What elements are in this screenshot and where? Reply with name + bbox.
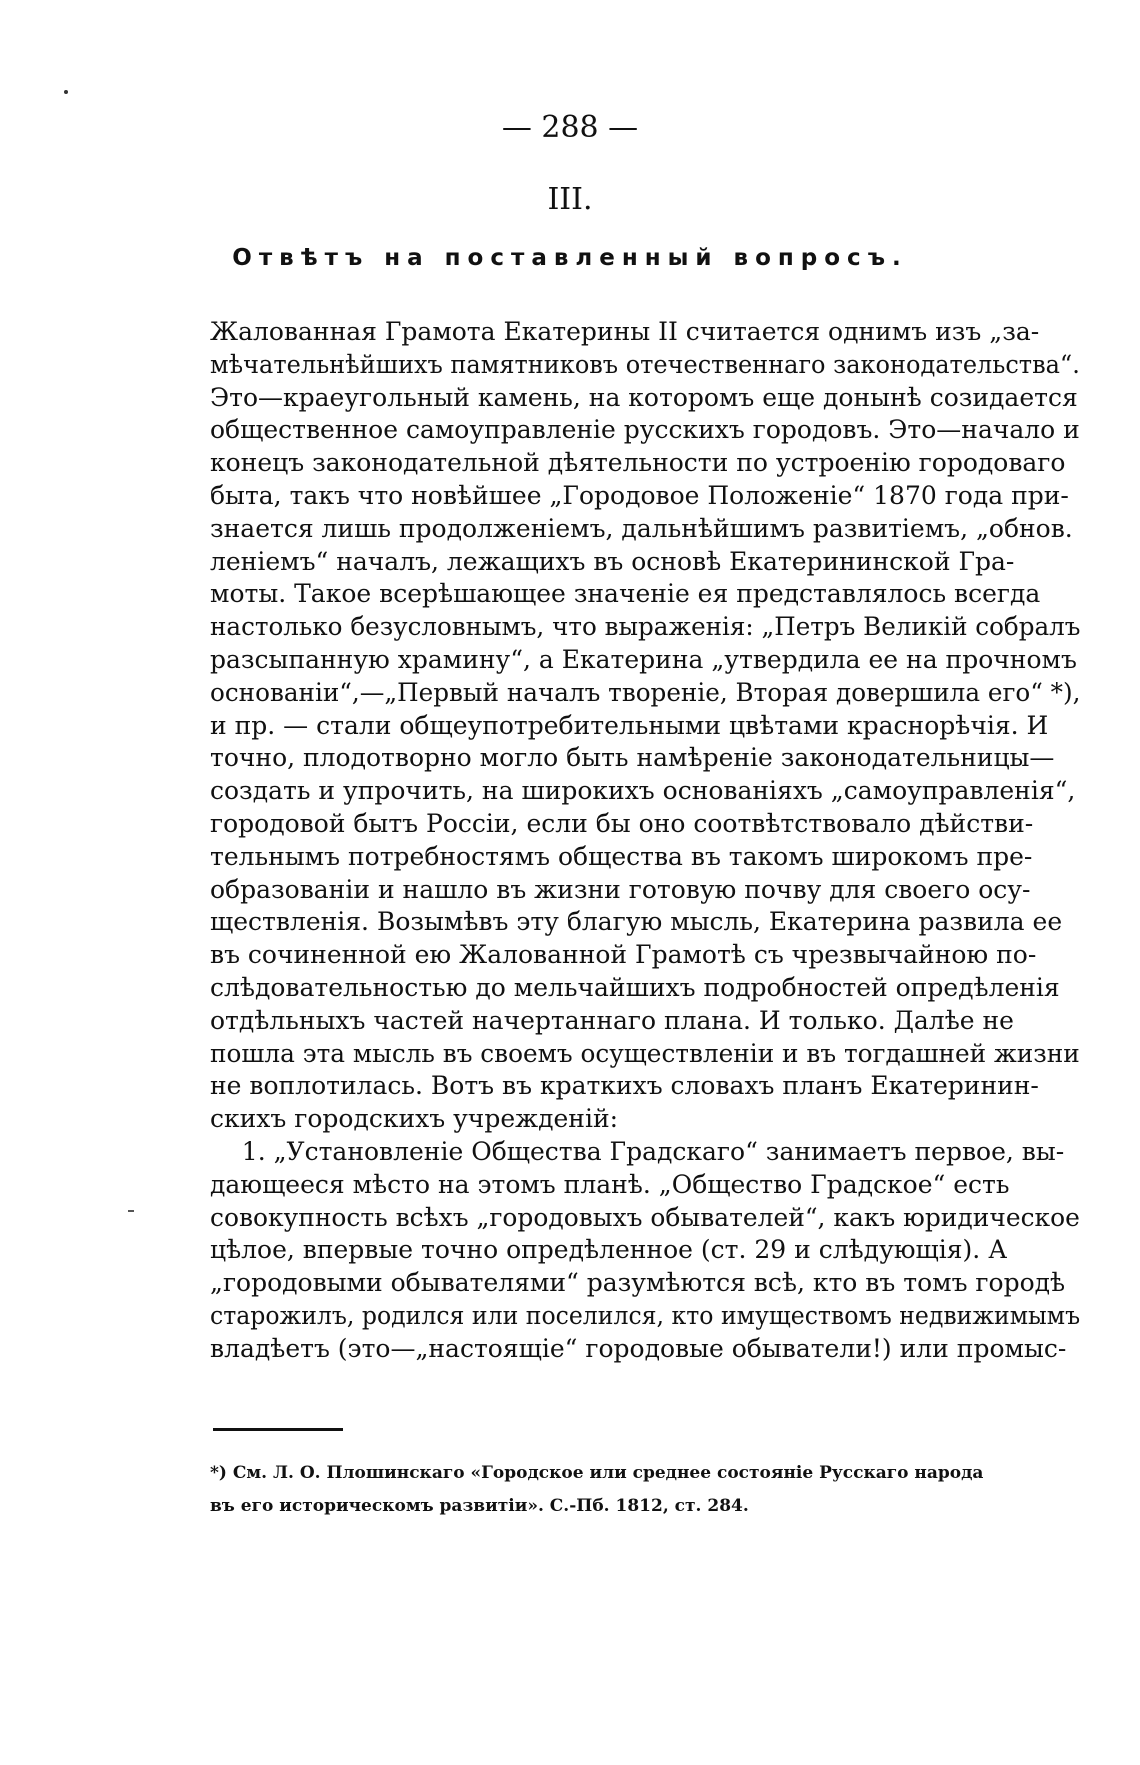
text-line: знается лишь продолженіемъ, дальнѣйшимъ развитіемъ, „обнов. xyxy=(210,513,1073,543)
text-line: скихъ городскихъ учрежденій: xyxy=(210,1104,619,1134)
text-line: конецъ законодательной дѣятельности по устроенію городоваго xyxy=(210,448,1066,478)
text-line: основаніи“,—„Первый началъ твореніе, Вторая довершила его“ *), xyxy=(210,677,1081,707)
text-line: не воплотилась. Вотъ въ краткихъ словахъ планъ Екатеринин- xyxy=(210,1071,1039,1101)
scan-speck xyxy=(64,90,68,94)
text-line: цѣлое, впервые точно опредѣленное (ст. 29 и слѣдующія). А xyxy=(210,1235,1008,1265)
text-line: пошла эта мысль въ своемъ осуществленіи и въ тогдашней жизни xyxy=(210,1038,1080,1068)
footnote-divider xyxy=(213,1428,343,1431)
text-line: совокупность всѣхъ „городовыхъ обывателей“, какъ юридическое xyxy=(210,1202,1080,1232)
text-line: „городовыми обывателями“ разумѣются всѣ, кто въ томъ городѣ xyxy=(210,1268,1066,1298)
text-line: въ сочиненной ею Жалованной Грамотѣ съ чрезвычайною по- xyxy=(210,940,1037,970)
text-line: точно, плодотворно могло быть намѣреніе законодательницы— xyxy=(210,743,1055,773)
text-line: слѣдовательностью до мельчайшихъ подробностей опредѣленія xyxy=(210,972,1060,1002)
footnote xyxy=(210,1457,1080,1523)
text-line: владѣетъ (это—„настоящіе“ городовые обыватели!) или промыс- xyxy=(210,1333,1067,1363)
text-line: 1. „Установленіе Общества Градскаго“ занимаетъ первое, вы- xyxy=(210,1136,1065,1166)
text-line: дающееся мѣсто на этомъ планѣ. „Общество Градское“ есть xyxy=(210,1169,1010,1199)
section-title: Отвѣтъ на поставленный вопросъ. xyxy=(232,245,908,271)
text-line: общественное самоуправленіе русскихъ городовъ. Это—начало и xyxy=(210,415,1080,445)
text-line: отдѣльныхъ частей начертаннаго плана. И только. Далѣе не xyxy=(210,1005,1014,1035)
text-line: леніемъ“ началъ, лежащихъ въ основѣ Екатерининской Гра- xyxy=(210,546,1015,576)
text-line: разсыпанную храмину“, а Екатерина „утвердила ее на прочномъ xyxy=(210,644,1077,674)
text-line: Это—краеугольный камень, на которомъ еще донынѣ созидается xyxy=(210,382,1078,412)
text-line: настолько безусловнымъ, что выраженія: „Петръ Великій собралъ xyxy=(210,612,1081,642)
scan-speck xyxy=(128,1210,134,1212)
footnote-line: *) См. Л. О. Плошинскаго «Городское или среднее состояніе Русскаго народа xyxy=(210,1463,984,1483)
section-numeral: III. xyxy=(547,182,593,217)
footnote-line: въ его историческомъ развитіи». С.-Пб. 1812, ст. 284. xyxy=(210,1496,749,1516)
body-text xyxy=(210,316,1080,1366)
text-line: образованіи и нашло въ жизни готовую почву для своего осу- xyxy=(210,874,1031,904)
text-line: тельнымъ потребностямъ общества въ такомъ широкомъ пре- xyxy=(210,841,1033,871)
text-line: Жалованная Грамота Екатерины II считается однимъ изъ „за- xyxy=(210,317,1040,346)
text-line: быта, такъ что новѣйшее „Городовое Положеніе“ 1870 года при- xyxy=(210,480,1069,510)
text-line: ществленія. Возымѣвъ эту благую мысль, Екатерина развила ее xyxy=(210,907,1063,937)
text-line: моты. Такое всерѣшающее значеніе ея представлялось всегда xyxy=(210,579,1041,609)
text-line: городовой бытъ Россіи, если бы оно соотвѣтствовало дѣйстви- xyxy=(210,808,1034,838)
text-line: и пр. — стали общеупотребительными цвѣтами краснорѣчія. И xyxy=(210,710,1049,740)
text-line: старожилъ, родился или поселился, кто имуществомъ недвижимымъ xyxy=(210,1300,1081,1330)
text-line: мѣчательнѣйшихъ памятниковъ отечественнаго законодательства“. xyxy=(210,349,1080,379)
page-number: — 288 — xyxy=(501,110,639,145)
text-line: создать и упрочить, на широкихъ основаніяхъ „самоуправленія“, xyxy=(210,776,1076,806)
